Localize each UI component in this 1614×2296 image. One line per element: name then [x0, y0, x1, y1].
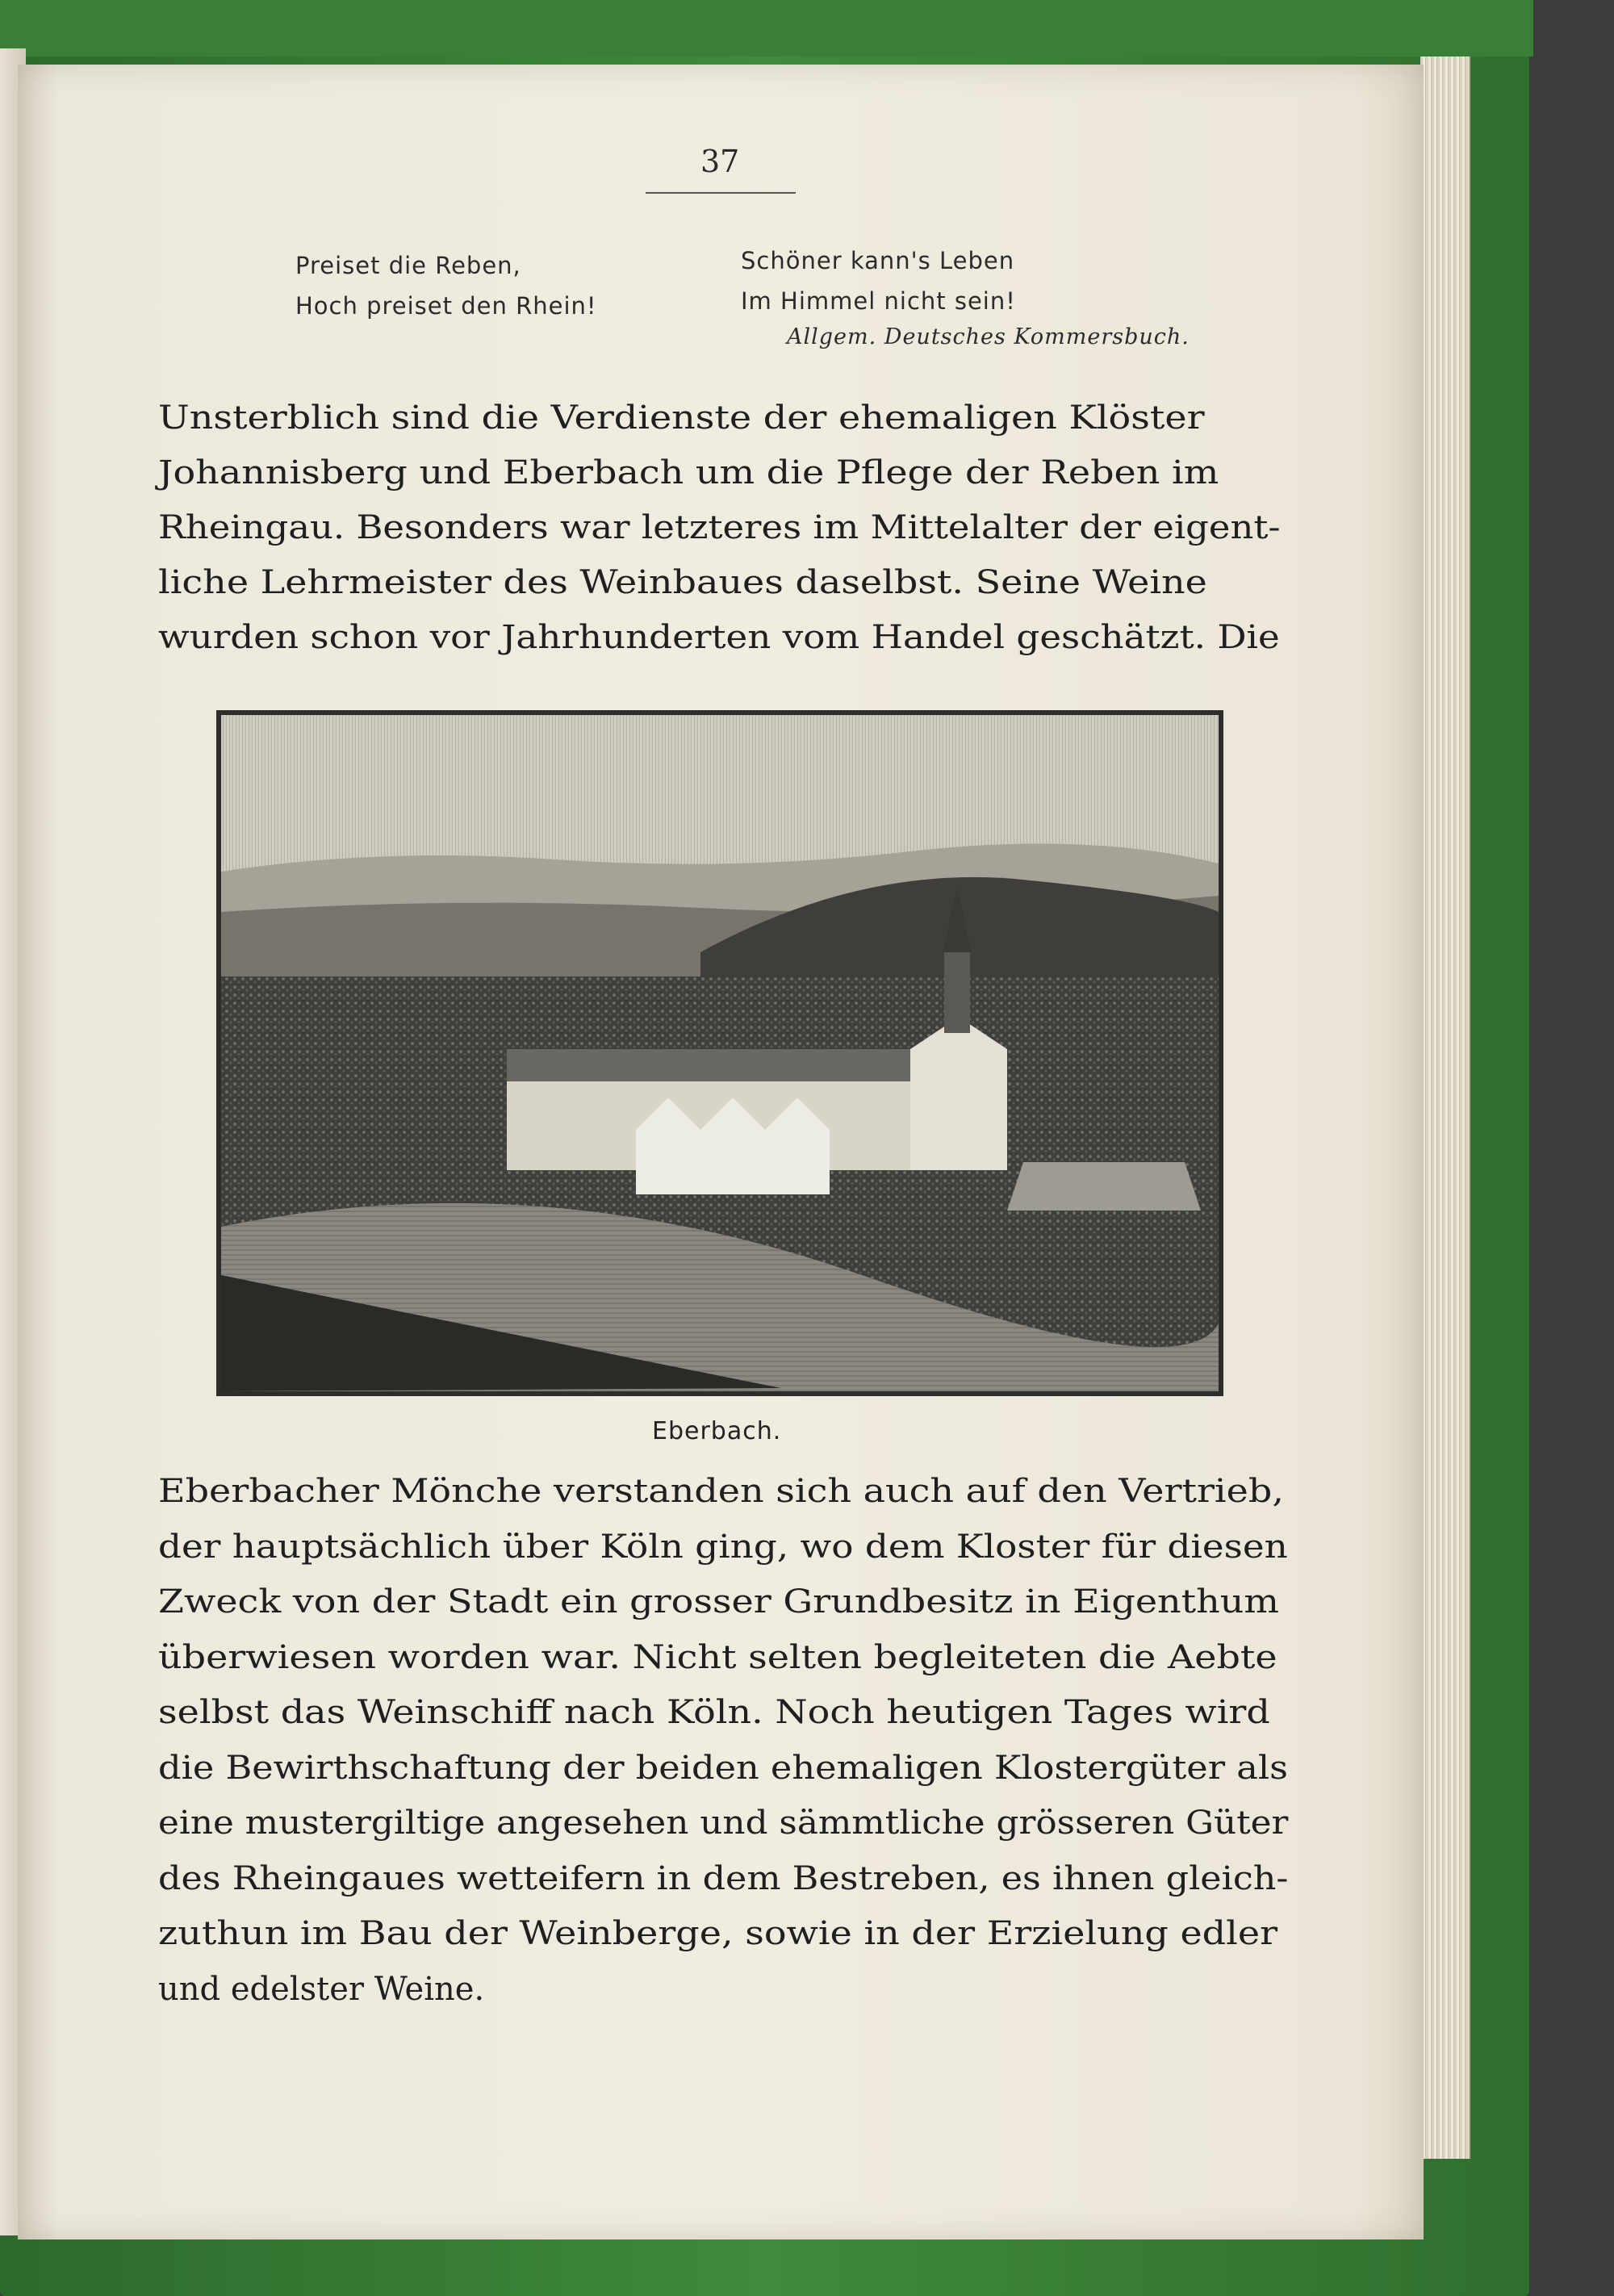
- text-line: überwiesen worden war. Nicht selten begleiteten die Aebte: [158, 1638, 1277, 1676]
- text-line: Rheingau. Besonders war letzteres im Mittelalter der eigent-: [158, 509, 1281, 546]
- text-line: selbst das Weinschiff nach Köln. Noch heutigen Tages wird: [158, 1694, 1270, 1731]
- verse-right-line-1: Schöner kann's Leben: [741, 247, 1015, 274]
- verse-left-line-1: Preiset die Reben,: [295, 252, 521, 279]
- text-line: die Bewirthschaftung der beiden ehemaligen Klostergüter als: [158, 1749, 1289, 1787]
- text-line: zuthun im Bau der Weinberge, sowie in der Erzielung edler: [158, 1915, 1278, 1952]
- eberbach-engraving: [216, 710, 1223, 1396]
- gabled-houses: [636, 1098, 830, 1194]
- side-building: [1007, 1162, 1201, 1211]
- text-line: wurden schon vor Jahrhunderten vom Handel geschätzt. Die: [158, 619, 1280, 656]
- church-facade: [910, 1017, 1007, 1170]
- text-line: und edelster Weine.: [158, 1970, 485, 2008]
- verse-left-line-2: Hoch preiset den Rhein!: [295, 292, 597, 320]
- page-number: 37: [700, 144, 740, 179]
- abbey-roof: [507, 1049, 926, 1081]
- text-line: der hauptsächlich über Köln ging, wo dem Kloster für diesen: [158, 1528, 1288, 1566]
- verse-right-line-2: Im Himmel nicht sein!: [741, 287, 1016, 315]
- text-line: liche Lehrmeister des Weinbaues daselbst. Seine Weine: [158, 564, 1207, 601]
- text-line: Eberbacher Mönche verstanden sich auch auf den Vertrieb,: [158, 1473, 1284, 1510]
- text-line: Johannisberg und Eberbach um die Pflege der Reben im: [158, 454, 1219, 491]
- church-tower: [944, 952, 970, 1033]
- verse-citation: Allgem. Deutsches Kommersbuch.: [787, 324, 1190, 349]
- text-line: eine mustergiltige angesehen und sämmtliche grösseren Güter: [158, 1805, 1289, 1842]
- text-line: des Rheingaues wetteifern in dem Bestreben, es ihnen gleich-: [158, 1859, 1289, 1897]
- figure-caption: Eberbach.: [652, 1417, 782, 1445]
- text-line: Zweck von der Stadt ein grosser Grundbesitz in Eigenthum: [158, 1583, 1280, 1621]
- header-rule: [646, 192, 796, 194]
- text-line: Unsterblich sind die Verdienste der ehemaligen Klöster: [158, 399, 1205, 437]
- page-edges: [1420, 56, 1470, 2159]
- book-cover-top: [0, 0, 1533, 56]
